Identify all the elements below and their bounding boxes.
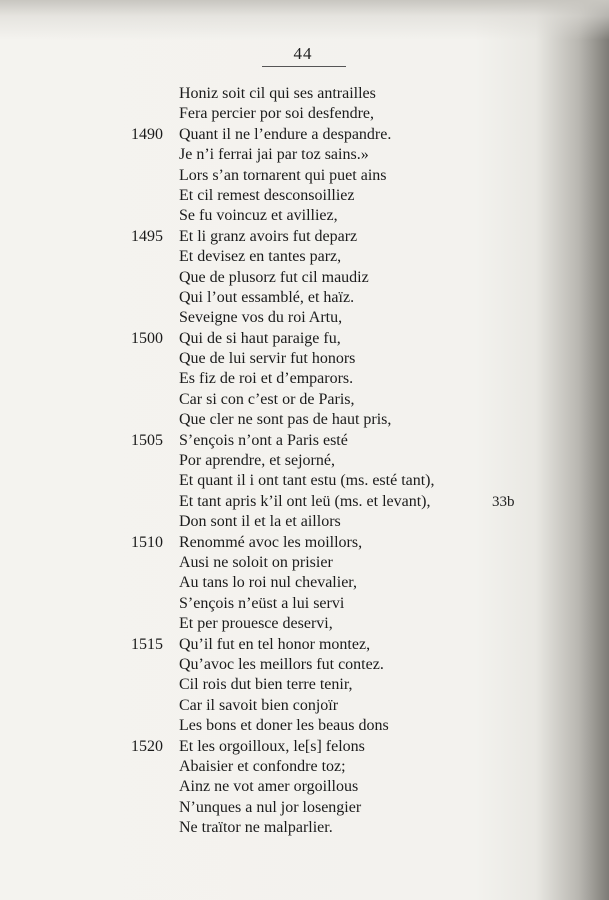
page-number: 44 <box>293 44 313 63</box>
verse-text: Quant il ne l’endure a despandre. <box>179 125 392 143</box>
verse-text: Ne traïtor ne malparlier. <box>179 819 333 837</box>
verse-line <box>0 635 609 655</box>
verse-line <box>0 675 609 695</box>
verse-text: Lors s’an tornarent qui puet ains <box>179 166 387 184</box>
verse-line <box>0 798 609 818</box>
verse-text: N’unques a nul jor losengier <box>179 798 362 816</box>
verse-text: Qu’il fut en tel honor montez, <box>179 635 371 653</box>
verse-line <box>0 145 609 165</box>
verse-text: Don sont il et la et aillors <box>179 513 341 531</box>
verse-line <box>0 308 609 328</box>
verse-lines <box>0 84 609 838</box>
verse-line <box>0 125 609 145</box>
verse-line <box>0 655 609 675</box>
verse-line <box>0 186 609 206</box>
verse-text: Et quant il i ont tant estu (ms. esté tant), <box>179 472 435 490</box>
verse-line <box>0 349 609 369</box>
page-top-shadow <box>0 0 609 40</box>
verse-text: Que de plusorz fut cil maudiz <box>179 268 369 286</box>
verse-text: Et devisez en tantes parz, <box>179 248 342 266</box>
verse-line <box>0 288 609 308</box>
line-number: 1515 <box>131 635 163 653</box>
verse-text: Et li granz avoirs fut deparz <box>179 227 358 245</box>
verse-line <box>0 492 609 512</box>
verse-text: Se fu voincuz et avilliez, <box>179 207 338 225</box>
verse-text: Cil rois dut bien terre tenir, <box>179 676 353 694</box>
verse-line <box>0 84 609 104</box>
verse-line <box>0 431 609 451</box>
verse-text: S’ençois n’ont a Paris esté <box>179 431 348 449</box>
verse-text: Qu’avoc les meillors fut contez. <box>179 655 384 673</box>
verse-text: Ainz ne vot amer orgoillous <box>179 778 359 796</box>
verse-text: Seveigne vos du roi Artu, <box>179 309 343 327</box>
verse-text: Que de lui servir fut honors <box>179 350 356 368</box>
verse-line <box>0 696 609 716</box>
verse-line <box>0 247 609 267</box>
verse-text: Et per prouesce deservi, <box>179 615 333 633</box>
verse-text: Qui l’out essamblé, et haïz. <box>179 288 355 306</box>
folio-margin-note: 33b <box>492 493 515 510</box>
verse-text: Les bons et doner les beaus dons <box>179 717 389 735</box>
verse-text: Je n’i ferrai jai par toz sains.» <box>179 146 369 164</box>
verse-text: Fera percier por soi desfendre, <box>179 105 375 123</box>
verse-text: Renommé avoc les moillors, <box>179 533 363 551</box>
verse-line <box>0 553 609 573</box>
verse-text: Au tans lo roi nul chevalier, <box>179 574 357 592</box>
verse-text: Et les orgoilloux, le[s] felons <box>179 737 365 755</box>
verse-line <box>0 410 609 430</box>
verse-line <box>0 390 609 410</box>
line-number: 1510 <box>131 533 163 551</box>
verse-text: Car il savoit bien conjoïr <box>179 696 339 714</box>
verse-text: Es fiz de roi et d’emparors. <box>179 370 354 388</box>
verse-text: Ausi ne soloit on prisier <box>179 553 333 571</box>
verse-text: Qui de si haut paraige fu, <box>179 329 341 347</box>
verse-line <box>0 512 609 532</box>
verse-text: Abaisier et confondre toz; <box>179 757 346 775</box>
verse-text: Que cler ne sont pas de haut pris, <box>179 411 392 429</box>
line-number: 1520 <box>131 737 163 755</box>
verse-line <box>0 104 609 124</box>
verse-line <box>0 757 609 777</box>
line-number: 1505 <box>131 431 163 449</box>
verse-line <box>0 471 609 491</box>
verse-line <box>0 166 609 186</box>
verse-line <box>0 573 609 593</box>
verse-line <box>0 206 609 226</box>
verse-line <box>0 268 609 288</box>
header-rule <box>262 66 346 67</box>
verse-text: Et cil remest desconsoilliez <box>179 186 355 204</box>
line-number: 1495 <box>131 227 163 245</box>
verse-line <box>0 451 609 471</box>
verse-text: S’ençois n’eüst a lui servi <box>179 594 345 612</box>
verse-line <box>0 329 609 349</box>
verse-line <box>0 227 609 247</box>
verse-text: Honiz soit cil qui ses antrailles <box>179 85 376 102</box>
verse-line <box>0 594 609 614</box>
verse-text: Et tant apris k’il ont leü (ms. et levant), <box>179 492 431 510</box>
verse-line <box>0 716 609 736</box>
verse-line <box>0 369 609 389</box>
verse-line <box>0 777 609 797</box>
verse-text: Car si con c’est or de Paris, <box>179 390 355 408</box>
line-number: 1500 <box>131 329 163 347</box>
verse-line <box>0 533 609 553</box>
line-number: 1490 <box>131 125 163 143</box>
verse-line <box>0 818 609 838</box>
verse-text: Por aprendre, et sejorné, <box>179 452 335 470</box>
verse-line <box>0 614 609 634</box>
verse-line <box>0 737 609 757</box>
